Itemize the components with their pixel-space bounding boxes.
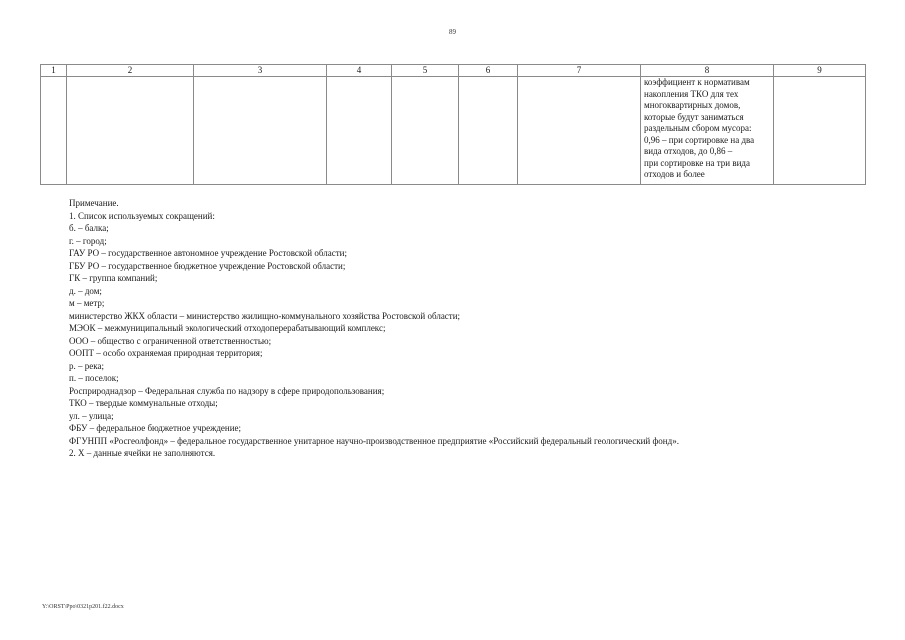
abbreviation-item: м – метр; [69, 298, 105, 308]
column-header-6: 6 [459, 65, 518, 77]
column-header-2: 2 [67, 65, 194, 77]
abbreviation-item: ГК – группа компаний; [69, 273, 158, 283]
table-cell [518, 77, 641, 185]
abbreviation-item: ФГУНПП «Росгеолфонд» – федеральное государственное унитарное научно-производственное предприятие «Российский федеральный геологический фонд». [69, 435, 679, 446]
table-cell [194, 77, 327, 185]
table-cell [67, 77, 194, 185]
cell-text-line: вида отходов, до 0,86 – [644, 146, 733, 156]
table-row [41, 77, 866, 185]
header-row [41, 65, 866, 77]
cell-text-line: многоквартирных домов, [644, 100, 741, 110]
data-table [40, 64, 866, 185]
abbreviation-item: ул. – улица; [69, 410, 114, 421]
column-header-7: 7 [518, 65, 641, 77]
page-number: 89 [449, 28, 456, 36]
abbreviation-item: министерство ЖКХ области – министерство жилищно-коммунального хозяйства Ростовской области; [69, 310, 461, 321]
table-cell [392, 77, 459, 185]
cell-text-line: которые будут заниматься [644, 111, 744, 122]
cell-text-line: 0,96 – при сортировке на два [644, 134, 755, 145]
column-header-8: 8 [641, 65, 774, 77]
document-file-path: Y:\ORST\Ppo\0321p201.f22.docx [42, 604, 124, 610]
abbreviation-item: д. – дом; [69, 285, 102, 296]
table-cell [41, 77, 67, 185]
abbreviation-item: ГБУ РО – государственное бюджетное учреждение Ростовской области; [69, 260, 346, 271]
abbreviation-item: Росприроднадзор – Федеральная служба по надзору в сфере природопользования; [69, 385, 385, 396]
column-header-9: 9 [774, 65, 866, 77]
column-header-4: 4 [327, 65, 392, 77]
column-header-5: 5 [392, 65, 459, 77]
cell-text-line: отходов и более [644, 169, 705, 179]
abbreviation-item: б. – балка; [69, 223, 109, 233]
abbreviation-item: ТКО – твердые коммунальные отходы; [69, 398, 218, 408]
cell-text-line: коэффициент к нормативам [644, 77, 750, 87]
notes-section [69, 197, 679, 460]
abbreviation-item: МЭОК – межмуниципальный экологический отходоперерабатывающий комплекс; [69, 323, 386, 333]
abbreviation-item: р. – река; [69, 360, 104, 371]
column-header-3: 3 [194, 65, 327, 77]
abbreviation-item: ГАУ РО – государственное автономное учреждение Ростовской области; [69, 248, 347, 258]
table-cell-column-8 [641, 77, 774, 185]
table-cell [327, 77, 392, 185]
table-cell [459, 77, 518, 185]
cell-text-line: раздельным сбором мусора: [644, 123, 752, 133]
empty-cell-note: 2. Х – данные ячейки не заполняются. [69, 448, 216, 458]
abbreviation-item: ООПТ – особо охраняемая природная территория; [69, 348, 263, 358]
abbreviation-item: п. – поселок; [69, 373, 119, 383]
cell-text-line: при сортировке на три вида [644, 157, 750, 168]
notes-heading: Примечание. [69, 198, 119, 208]
abbreviations-heading: 1. Список используемых сокращений: [69, 210, 215, 221]
table-cell [774, 77, 866, 185]
column-header-1: 1 [41, 65, 67, 77]
abbreviation-item: г. – город; [69, 235, 107, 246]
abbreviation-item: ФБУ – федеральное бюджетное учреждение; [69, 423, 242, 433]
abbreviation-item: ООО – общество с ограниченной ответственностью; [69, 335, 272, 346]
cell-text-line: накопления ТКО для тех [644, 88, 739, 99]
